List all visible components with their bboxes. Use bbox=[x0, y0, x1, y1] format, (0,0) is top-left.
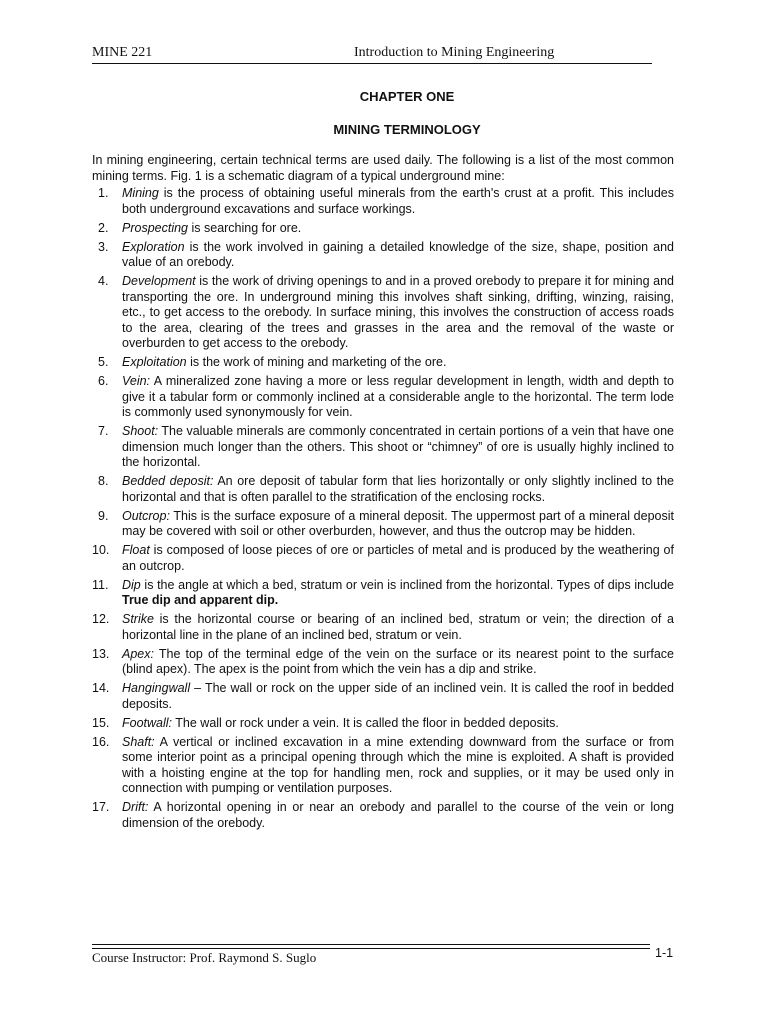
item-term: Strike bbox=[122, 612, 154, 627]
list-item bbox=[92, 509, 674, 540]
item-number: 2. bbox=[98, 220, 109, 235]
list-item bbox=[92, 578, 674, 609]
header-rule bbox=[92, 63, 652, 64]
item-text: is the work of mining and marketing of the ore. bbox=[186, 355, 447, 370]
item-text: is the work involved in gaining a detailed knowledge of the size, shape, position and value of an orebody. bbox=[122, 239, 674, 270]
item-term: Outcrop: bbox=[122, 508, 170, 523]
document-body bbox=[92, 153, 674, 835]
item-term: Footwall: bbox=[122, 715, 173, 730]
item-bold-text: True dip and apparent dip. bbox=[122, 593, 279, 608]
item-term: Drift: bbox=[122, 800, 149, 815]
item-term: Apex: bbox=[122, 646, 154, 661]
list-item bbox=[92, 716, 674, 732]
item-text: is the angle at which a bed, stratum or vein is inclined from the horizontal. Types of dips include bbox=[140, 577, 674, 592]
item-term: Exploitation bbox=[122, 355, 187, 370]
item-term: Shoot: bbox=[122, 424, 159, 439]
item-number: 1. bbox=[98, 186, 109, 201]
list-item bbox=[92, 221, 674, 237]
item-number: 5. bbox=[98, 355, 109, 370]
item-text: is composed of loose pieces of ore or particles of metal and is produced by the weathering of an outcrop. bbox=[122, 543, 674, 573]
item-text: The top of the terminal edge of the vein on the surface or its nearest point to the surface (blind apex). The apex is the point from which the vein has a dip and strike. bbox=[122, 646, 674, 677]
item-term: Shaft: bbox=[122, 734, 155, 749]
list-item bbox=[92, 735, 674, 797]
item-term: Bedded deposit: bbox=[122, 474, 214, 489]
item-term: Vein: bbox=[122, 374, 151, 389]
item-term: Dip bbox=[122, 577, 141, 592]
list-item bbox=[92, 274, 674, 352]
page-number: 1-1 bbox=[655, 946, 674, 960]
item-text: An ore deposit of tabular form that lies horizontally or only slightly inclined to the horizontal and that is often parallel to the stratification of the enclosing rocks. bbox=[122, 474, 674, 504]
item-text: – The wall or rock on the upper side of an inclined vein. It is called the roof in bedded deposits. bbox=[122, 681, 674, 711]
item-text: A vertical or inclined excavation in a mine extending downward from the surface or from some interior point as a principal opening through which the mine is exploited. A shaft is provided with a hoisting engine at the top for handling men, rock and supplies, or it may be used only in connection with pumping or ventilation purposes. bbox=[122, 734, 674, 796]
list-item bbox=[92, 612, 674, 643]
item-text: is the process of obtaining useful minerals from the earth's crust at a profit. This includes both underground excavations and surface workings. bbox=[122, 186, 674, 216]
item-text: A horizontal opening in or near an orebody and parallel to the course of the vein or long dimension of the orebody. bbox=[122, 800, 674, 830]
item-term: Development bbox=[122, 274, 196, 289]
list-item bbox=[92, 186, 674, 217]
item-text: The wall or rock under a vein. It is called the floor in bedded deposits. bbox=[172, 715, 559, 730]
item-text: is the work of driving openings to and in a proved orebody to prepare it for mining and transporting the ore. In underground mining this involves shaft sinking, drifting, winzing, raising, etc., to get access to the orebody. In surface mining, this involves the construction of access roads to the area, clearing of the trees and grasses in the area and the removal of the waste or overburden to get access to the orebody. bbox=[122, 274, 674, 351]
section-heading: MINING TERMINOLOGY bbox=[333, 122, 481, 137]
item-term: Float bbox=[122, 543, 150, 558]
item-number: 4. bbox=[98, 274, 109, 289]
item-number: 13. bbox=[92, 646, 110, 661]
list-item bbox=[92, 681, 674, 712]
item-number: 16. bbox=[92, 734, 110, 749]
list-item bbox=[92, 647, 674, 678]
footer-rule bbox=[92, 944, 650, 949]
item-term: Exploration bbox=[122, 239, 185, 254]
list-item bbox=[92, 424, 674, 471]
item-number: 3. bbox=[98, 239, 109, 254]
item-term: Mining bbox=[122, 186, 159, 201]
list-item bbox=[92, 355, 674, 371]
course-code: MINE 221 bbox=[92, 45, 153, 60]
list-item bbox=[92, 474, 674, 505]
item-number: 14. bbox=[92, 681, 110, 696]
item-term: Prospecting bbox=[122, 220, 189, 235]
item-number: 12. bbox=[92, 612, 110, 627]
intro-paragraph: In mining engineering, certain technical terms are used daily. The following is a list of the most common mining terms. Fig. 1 is a schematic diagram of a typical underground mine: bbox=[92, 153, 674, 183]
item-text: is searching for ore. bbox=[188, 220, 302, 235]
item-number: 9. bbox=[98, 508, 109, 523]
list-item bbox=[92, 800, 674, 831]
item-number: 6. bbox=[98, 374, 109, 389]
item-number: 15. bbox=[92, 715, 110, 730]
chapter-heading: CHAPTER ONE bbox=[359, 89, 455, 104]
item-text: is the horizontal course or bearing of an inclined bed, stratum or vein; the direction of a horizontal line in the plane of an inclined bed, stratum or vein. bbox=[122, 612, 674, 642]
item-text: This is the surface exposure of a mineral deposit. The uppermost part of a mineral deposit may be covered with soil or other overburden, however, and thus the outcrop may be hidden. bbox=[122, 508, 674, 539]
item-number: 8. bbox=[98, 474, 109, 489]
item-number: 10. bbox=[92, 543, 110, 558]
list-item bbox=[92, 374, 674, 421]
item-number: 11. bbox=[92, 577, 109, 592]
item-text: A mineralized zone having a more or less regular development in length, width and depth to give it a tabular form or commonly inclined at a considerable angle to the horizontal. The term lode is commonly used synonymously for vein. bbox=[122, 374, 674, 420]
footer-instructor: Course Instructor: Prof. Raymond S. Suglo bbox=[92, 950, 317, 965]
terminology-list bbox=[92, 186, 674, 831]
item-number: 7. bbox=[98, 424, 109, 439]
item-number: 17. bbox=[92, 800, 110, 815]
course-title: Introduction to Mining Engineering bbox=[354, 45, 555, 60]
item-term: Hangingwall bbox=[122, 681, 191, 696]
item-text: The valuable minerals are commonly concentrated in certain portions of a vein that have one dimension much longer than the others. This shoot or “chimney” of ore is usually highly inclined to the horizontal. bbox=[122, 424, 674, 470]
running-header bbox=[92, 45, 652, 63]
list-item bbox=[92, 543, 674, 574]
list-item bbox=[92, 240, 674, 271]
